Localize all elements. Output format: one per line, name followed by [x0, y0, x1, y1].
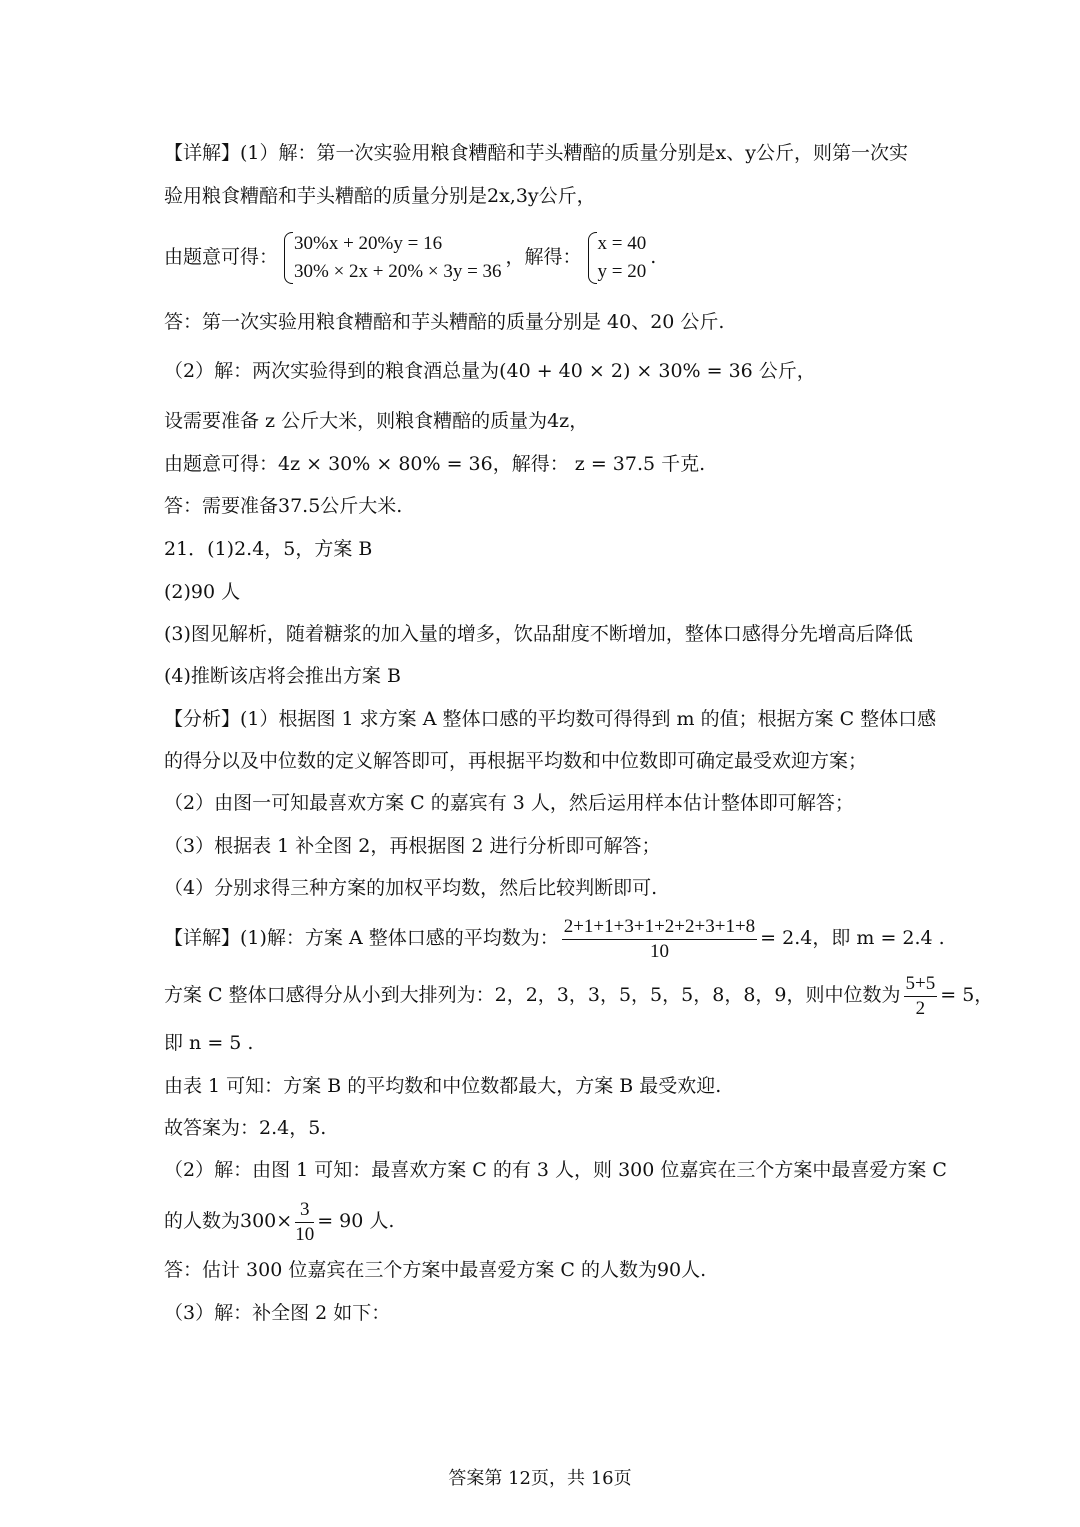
equation-row: 30% × 2x + 20% × 3y = 36 [294, 261, 502, 282]
fraction [562, 916, 757, 963]
text-line: （3）解：补全图 2 如下： [164, 1302, 391, 1324]
text-line: 答：第一次实验用粮食糟醅和芋头糟醅的质量分别是 40、20 公斤. [164, 311, 725, 333]
fraction-numerator: 5+5 [904, 973, 938, 997]
fraction-suffix: = 2.4，即 m = 2.4 . [760, 927, 945, 949]
equation-end: . [650, 246, 657, 268]
text-line: 的得分以及中位数的定义解答即可，再根据平均数和中位数即可确定最受欢迎方案； [164, 750, 868, 772]
text-line: 21．(1)2.4，5，方案 B [164, 538, 373, 560]
fraction-suffix: = 5， [940, 984, 994, 1006]
fraction-denominator: 10 [649, 940, 669, 962]
text-line: 【详解】(1）解：第一次实验用粮食糟醅和芋头糟醅的质量分别是x、y公斤，则第一次实 [164, 142, 908, 164]
fraction-suffix: = 90 人. [317, 1210, 395, 1232]
text-line: 即 n = 5 . [164, 1032, 254, 1054]
fraction-prefix: 的人数为300× [164, 1210, 293, 1232]
fraction [904, 973, 938, 1020]
text-line: 由表 1 可知：方案 B 的平均数和中位数都最大，方案 B 最受欢迎. [164, 1075, 722, 1097]
text-line: （2）解：两次实验得到的粮食酒总量为(40 + 40 × 2) × 30% = 36 公斤， [164, 360, 816, 382]
text-line: 【分析】(1）根据图 1 求方案 A 整体口感的平均数可得得到 m 的值；根据方案 C 整体口感 [164, 708, 937, 730]
equation-prefix: 由题意可得： [164, 246, 279, 268]
page-footer: 答案第 12页，共 16页 [448, 1468, 632, 1489]
text-line: （4）分别求得三种方案的加权平均数，然后比较判断即可. [164, 877, 658, 899]
fraction-line [164, 970, 993, 1020]
text-line: 设需要准备 z 公斤大米，则粮食糟醅的质量为4z， [164, 410, 589, 432]
solution-row: x = 40 [597, 233, 647, 254]
text-line: (3)图见解析，随着糖浆的加入量的增多，饮品甜度不断增加，整体口感得分先增高后降低 [164, 623, 913, 645]
text-line: (2)90 人 [164, 581, 241, 603]
equation-line [164, 228, 656, 286]
fraction-denominator: 10 [295, 1223, 315, 1245]
fraction-prefix: 【详解】(1)解：方案 A 整体口感的平均数为： [164, 927, 559, 949]
equation-mid: ，解得： [505, 246, 582, 268]
text-line: 答：估计 300 位嘉宾在三个方案中最喜爱方案 C 的人数为90人. [164, 1259, 707, 1281]
fraction [295, 1199, 314, 1246]
text-line: 答：需要准备37.5公斤大米. [164, 495, 403, 517]
fraction-prefix: 方案 C 整体口感得分从小到大排列为：2，2，3，3，5，5，5，8，8，9，则中位数为 [164, 984, 901, 1006]
text-line: 验用粮食糟醅和芋头糟醅的质量分别是2x,3y公斤， [164, 185, 596, 207]
text-line: （3）根据表 1 补全图 2，再根据图 2 进行分析即可解答； [164, 835, 661, 857]
text-line: (4)推断该店将会推出方案 B [164, 665, 401, 687]
fraction-line [164, 1196, 394, 1246]
fraction-line [164, 913, 945, 963]
solution-system [586, 230, 647, 286]
equation-system [282, 230, 502, 286]
text-line: 由题意可得：4z × 30% × 80% = 36，解得： z = 37.5 千克. [164, 453, 706, 475]
fraction-numerator: 2+1+1+3+1+2+2+3+1+8 [562, 916, 757, 940]
text-line: （2）解：由图 1 可知：最喜欢方案 C 的有 3 人，则 300 位嘉宾在三个方案中最喜爱方案 C [164, 1159, 947, 1181]
text-line: （2）由图一可知最喜欢方案 C 的嘉宾有 3 人，然后运用样本估计整体即可解答； [164, 792, 854, 814]
solution-row: y = 20 [597, 261, 647, 282]
text-line: 故答案为：2.4，5. [164, 1117, 327, 1139]
equation-row: 30%x + 20%y = 16 [294, 233, 443, 254]
fraction-denominator: 2 [915, 997, 926, 1019]
fraction-numerator: 3 [295, 1199, 314, 1223]
